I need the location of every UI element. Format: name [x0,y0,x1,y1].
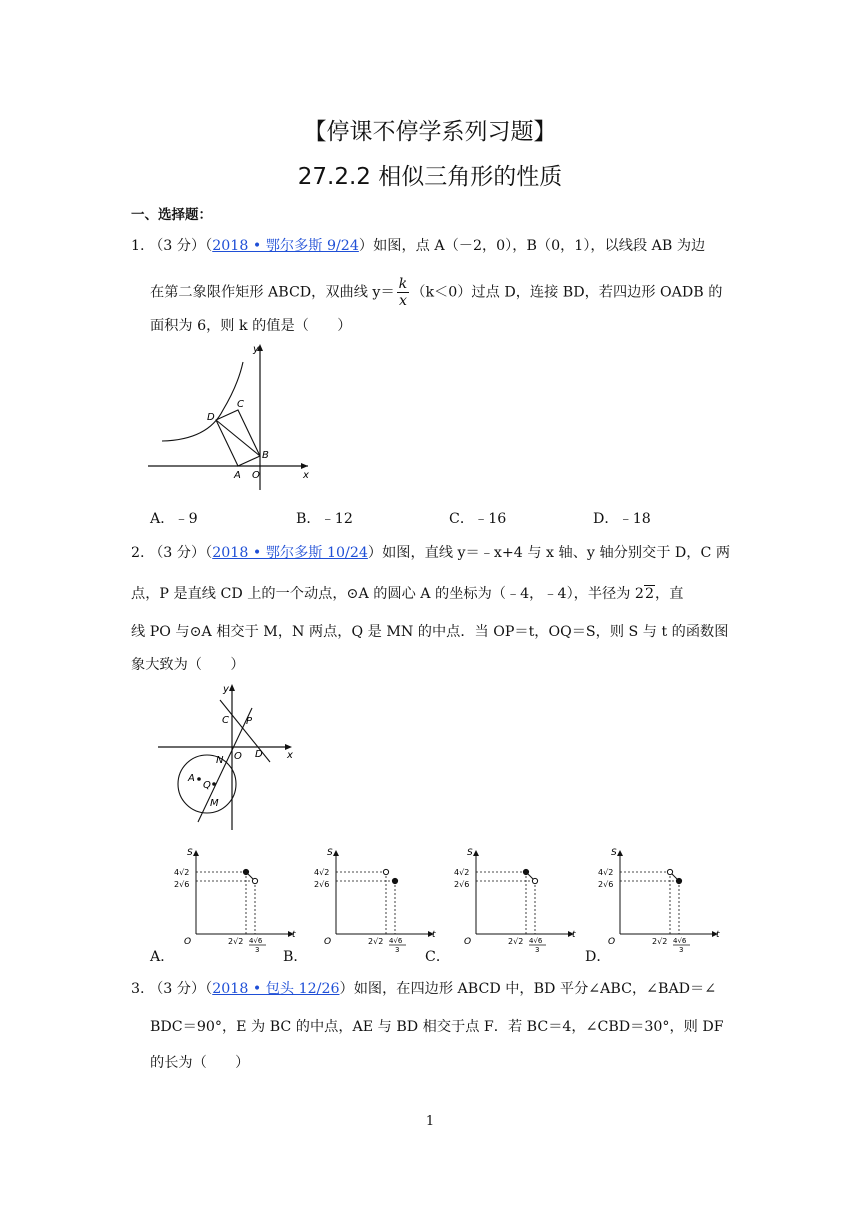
q2-label-y: y [223,684,229,695]
q2-label-a: A [188,773,195,784]
q2-label-m: M [210,798,219,809]
graph-label-4sqrt6-num: 4√6 [389,937,403,945]
graph-label-3-den: 3 [255,946,260,954]
q2-line3: 线 PO 与⊙A 相交于 M，N 两点，Q 是 MN 的中点．当 OP＝t，OQ＝S，则 S 与 t 的函数图 [131,624,729,640]
graph-label-4sqrt6-num: 4√6 [673,937,687,945]
q1-line2 [150,276,722,309]
graph-label-4sqrt2: 4√2 [454,868,470,877]
q1-option-c[interactable]: C．﹣16 [449,511,507,527]
graph-label-4sqrt6-num: 4√6 [529,937,543,945]
q1-line1 [131,235,705,255]
q3-score: （3 分）（ [149,981,213,997]
q3-source-link[interactable]: 2018 • 包头 12/26 [212,981,340,997]
q1-label-a: A [234,470,241,481]
graph-endpoint-1 [523,869,528,874]
q1-label-x: x [303,470,309,481]
q2-figure [150,680,300,832]
q2-y-arrow [229,684,235,691]
q2-line4: 象大致为（ ） [131,657,245,673]
graph-endpoint-2 [392,878,397,883]
graph-label-3-den: 3 [535,946,540,954]
q3-text-l1: ）如图，在四边形 ABCD 中，BD 平分∠ABC，∠BAD＝∠ [339,981,717,997]
graph-label-t: t [292,930,296,940]
q1-label-y: y [253,344,259,355]
q1-label-c: C [237,399,244,410]
q2-option-a[interactable]: A． [150,949,175,965]
q1-number: 1. [131,238,145,254]
q2-number: 2. [131,545,145,561]
lesson-title: 27.2.2 相似三角形的性质 [297,164,563,190]
q2-option-b[interactable]: B． [283,949,308,965]
q2-label-o: O [234,751,242,762]
q2-point-a [197,777,201,781]
graph-label-2sqrt6: 2√6 [454,880,470,889]
graph-label-3-den: 3 [679,946,684,954]
q2-text-l2b: ，直 [655,586,684,602]
q1-option-b[interactable]: B．﹣12 [296,511,353,527]
q1-line3: 面积为 6，则 k 的值是（ ） [150,318,352,334]
q3-line1 [131,978,716,998]
graph-label-2sqrt6: 2√6 [174,880,190,889]
q1-segment-bd [216,420,260,456]
graph-label-3-den: 3 [395,946,400,954]
graph-label-t: t [432,930,436,940]
q1-text-l2a: 在第二象限作矩形 ABCD，双曲线 y＝ [150,284,395,301]
graph-label-4sqrt2: 4√2 [174,868,190,877]
graph-label-s: S [187,848,193,858]
q2-line1 [131,542,730,562]
graph-endpoint-1 [383,869,388,874]
graph-label-o: O [324,937,332,947]
q1-hyperbola [162,362,243,441]
graph-endpoint-2 [532,878,537,883]
q2-graph-d [596,842,726,962]
q2-graph-c [452,842,582,962]
q2-graph-a [172,842,302,962]
page-number: 1 [425,1114,435,1129]
section-heading: 一、选择题： [131,207,212,223]
graph-label-o: O [464,937,472,947]
graph-label-4sqrt6-num: 4√6 [249,937,263,945]
graph-label-2sqrt6: 2√6 [314,880,330,889]
q2-label-q: Q [203,780,211,791]
q1-x-arrow [301,463,308,469]
q3-number: 3. [131,981,145,997]
graph-label-2sqrt2: 2√2 [652,937,668,946]
graph-endpoint-2 [676,878,681,883]
graph-label-2sqrt2: 2√2 [228,937,244,946]
q2-label-d: D [255,749,263,760]
graph-label-s: S [611,848,617,858]
q2-line2 [131,583,683,603]
graph-label-2sqrt2: 2√2 [508,937,524,946]
graph-label-4sqrt2: 4√2 [314,868,330,877]
q2-source-link[interactable]: 2018 • 鄂尔多斯 10/24 [212,545,368,561]
graph-label-2sqrt6: 2√6 [598,880,614,889]
q1-label-d: D [207,412,215,423]
q2-label-x: x [287,750,293,761]
graph-endpoint-2 [252,878,257,883]
q2-label-p: P [246,716,253,727]
q2-score: （3 分）（ [149,545,213,561]
q1-label-b: B [262,450,269,461]
q2-sqrt-arg: 2 [644,586,654,602]
q1-figure [148,340,318,490]
graph-label-s: S [467,848,473,858]
graph-label-t: t [572,930,576,940]
q1-text-l2b: （k＜0）过点 D，连接 BD，若四边形 OADB 的 [411,284,723,301]
q2-option-d[interactable]: D． [585,949,611,965]
q1-option-a[interactable]: A．﹣9 [150,511,198,527]
q1-fraction-den: x [398,293,407,309]
q2-label-n: N [216,755,224,766]
graph-label-o: O [184,937,192,947]
q1-score: （3 分）（ [149,238,213,254]
q1-option-d[interactable]: D．﹣18 [593,511,651,527]
q1-fraction [397,276,410,309]
graph-s-arrow [333,850,339,856]
q2-graph-b [312,842,442,962]
q1-text-l1: ）如图，点 A（－2，0），B（0，1），以线段 AB 为边 [358,238,706,254]
graph-label-t: t [716,930,720,940]
q3-line2: BDC＝90°，E 为 BC 的中点，AE 与 BD 相交于点 F．若 BC＝4，∠CBD＝30°，则 DF [150,1019,724,1035]
q2-option-c[interactable]: C． [425,949,451,965]
q2-text-l1: ）如图，直线 y＝﹣x+4 与 x 轴、y 轴分别交于 D，C 两 [367,545,731,561]
graph-label-2sqrt2: 2√2 [368,937,384,946]
graph-label-4sqrt2: 4√2 [598,868,614,877]
graph-label-s: S [327,848,333,858]
q2-text-l2a: 点，P 是直线 CD 上的一个动点，⊙A 的圆心 A 的坐标为（﹣4，﹣4），半径为 2 [131,586,644,602]
q1-label-o: O [252,470,260,481]
q2-point-q [212,782,216,786]
series-title: 【停课不停学系列习题】 [303,119,557,145]
graph-label-o: O [608,937,616,947]
graph-s-arrow [473,850,479,856]
graph-endpoint-1 [243,869,248,874]
q1-fraction-num: k [398,276,408,292]
graph-endpoint-1 [667,869,672,874]
q2-label-c: C [222,715,229,726]
graph-s-arrow [193,850,199,856]
graph-s-arrow [617,850,623,856]
q1-source-link[interactable]: 2018 • 鄂尔多斯 9/24 [212,238,359,254]
q3-line3: 的长为（ ） [150,1055,250,1071]
